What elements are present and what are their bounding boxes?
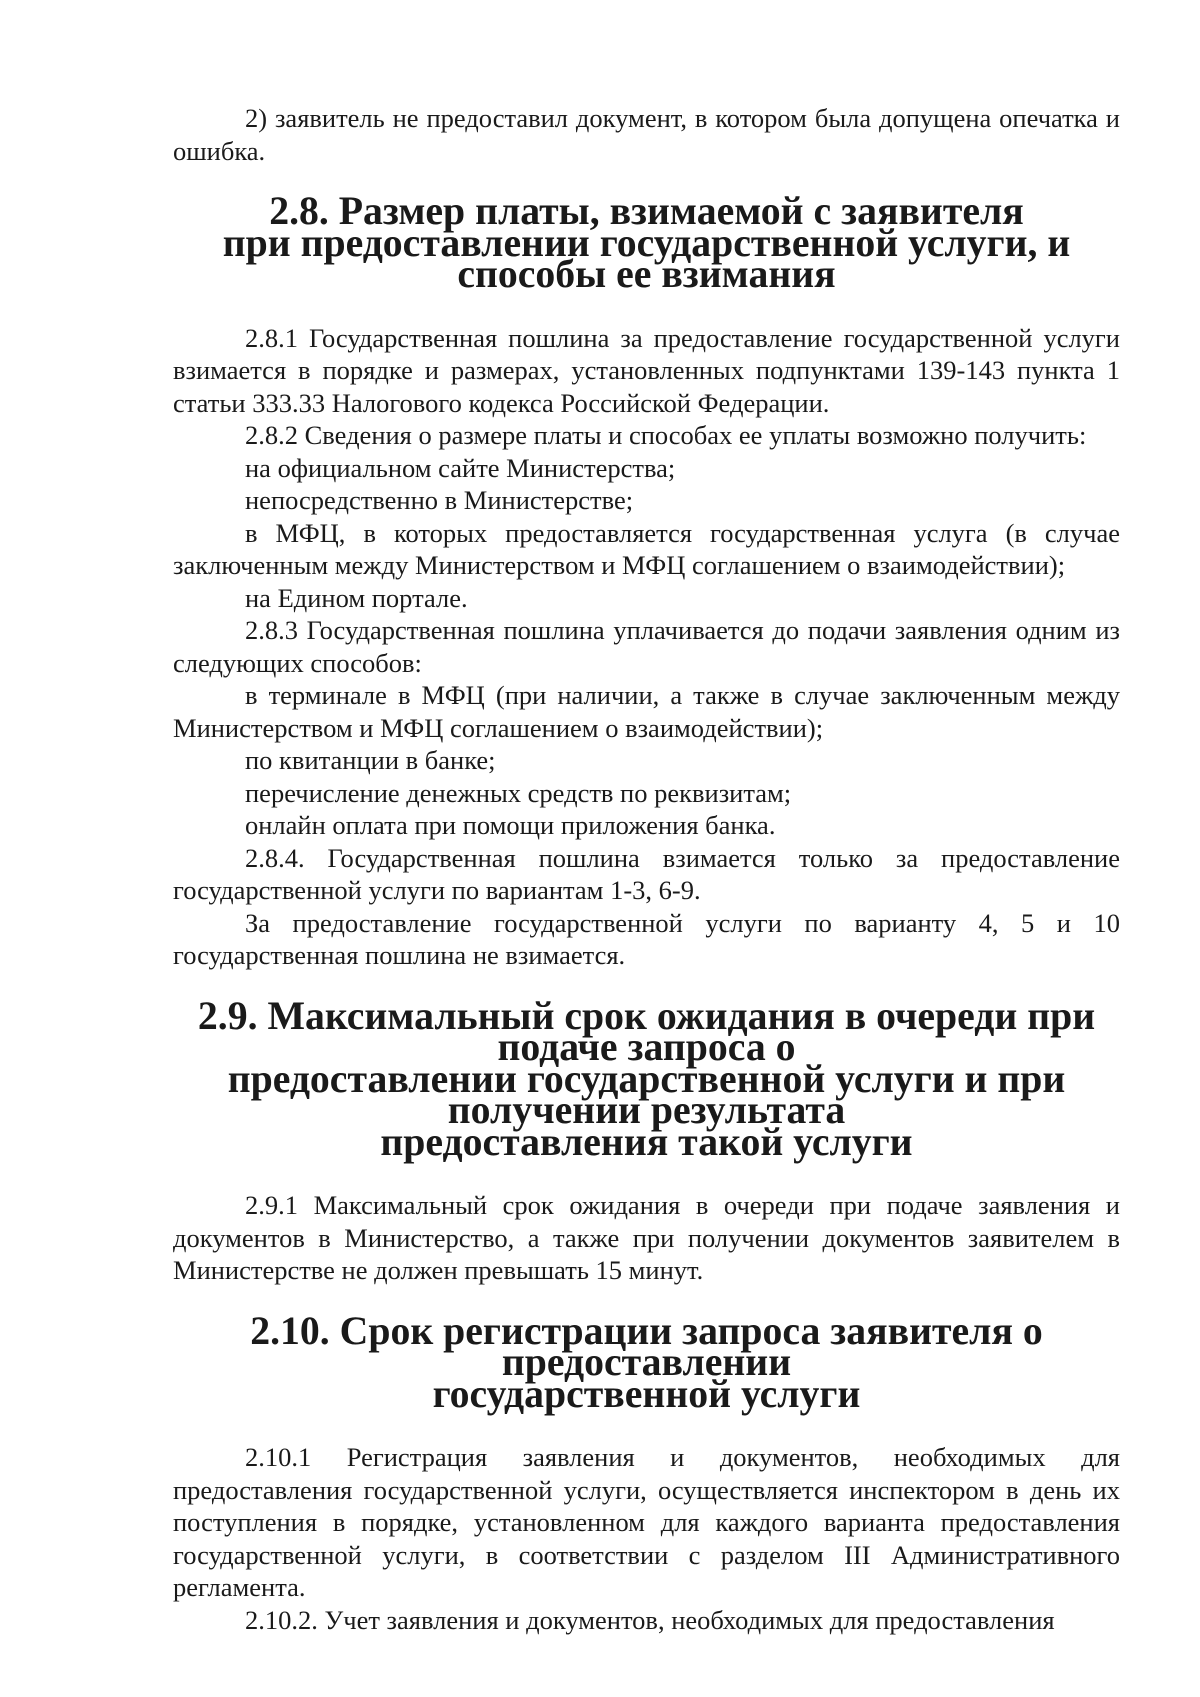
heading-2-8-line-1: 2.8. Размер платы, взимаемой с заявителя xyxy=(269,189,1024,233)
paragraph-2-8-4: 2.8.4. Государственная пошлина взимается только за предоставление государственной услуги по вариантам 1-3, 6-9. xyxy=(173,842,1120,905)
paragraph-2-10-2: 2.10.2. Учет заявления и документов, необходимых для предоставления xyxy=(245,1604,1055,1635)
list-item-official-site: на официальном сайте Министерства; xyxy=(245,452,676,483)
paragraph-intro: 2) заявитель не предоставил документ, в котором была допущена опечатка и ошибка. xyxy=(173,103,1120,166)
heading-2-9 xyxy=(173,993,1120,1164)
list-item-mfc: в МФЦ, в которых предоставляется государственная услуга (в случае заключенным между Министерством и МФЦ соглашением о взаимодействии); xyxy=(173,517,1120,580)
heading-2-10-line-2: государственной услуги xyxy=(432,1371,861,1416)
paragraph-2-8-2: 2.8.2 Сведения о размере платы и способах ее уплаты возможно получить: xyxy=(245,420,1087,450)
heading-2-10-line-1: 2.10. Срок регистрации запроса заявителя о предоставлении xyxy=(250,1308,1043,1384)
list-item-ministry: непосредственно в Министерстве; xyxy=(245,485,634,515)
heading-2-9-line-3: предоставления такой услуги xyxy=(380,1119,913,1164)
paragraph-2-9-1: 2.9.1 Максимальный срок ожидания в очереди при подаче заявления и документов в Министерство, а также при получении документов заявителем в Министерстве не должен превышать 15 минут. xyxy=(173,1190,1120,1285)
heading-2-8-line-2: при предоставлении государственной услуги, и способы ее взимания xyxy=(222,220,1071,296)
list-item-transfer: перечисление денежных средств по реквизитам; xyxy=(245,777,792,808)
heading-2-8 xyxy=(173,189,1120,296)
document-page xyxy=(173,102,1120,1636)
list-item-online-payment: онлайн оплата при помощи приложения банка. xyxy=(245,810,776,840)
heading-2-10 xyxy=(173,1308,1120,1416)
list-item-terminal: в терминале в МФЦ (при наличии, а также в случае заключенным между Министерством и МФЦ соглашением о взаимодействии); xyxy=(173,680,1120,743)
list-item-portal: на Едином портале. xyxy=(245,582,468,613)
paragraph-2-10-1: 2.10.1 Регистрация заявления и документов, необходимых для предоставления государственной услуги, осуществляется инспектором в день их поступления в порядке, установленном для каждого варианта предоставления государственной услуги, в соответствии с разделом III Административного регламента. xyxy=(173,1442,1120,1602)
heading-2-9-line-1: 2.9. Максимальный срок ожидания в очереди при подаче запроса о xyxy=(197,993,1096,1069)
heading-2-9-line-2: предоставлении государственной услуги и при получении результата xyxy=(227,1056,1066,1132)
list-item-bank-receipt: по квитанции в банке; xyxy=(245,745,496,775)
paragraph-2-8-4-b: За предоставление государственной услуги по варианту 4, 5 и 10 государственная пошлина не взимается. xyxy=(173,907,1120,970)
paragraph-2-8-3: 2.8.3 Государственная пошлина уплачивается до подачи заявления одним из следующих способов: xyxy=(173,615,1120,678)
paragraph-2-8-1: 2.8.1 Государственная пошлина за предоставление государственной услуги взимается в порядке и размерах, установленных подпунктами 139-143 пункта 1 статьи 333.33 Налогового кодекса Российской Федерации. xyxy=(173,322,1120,418)
